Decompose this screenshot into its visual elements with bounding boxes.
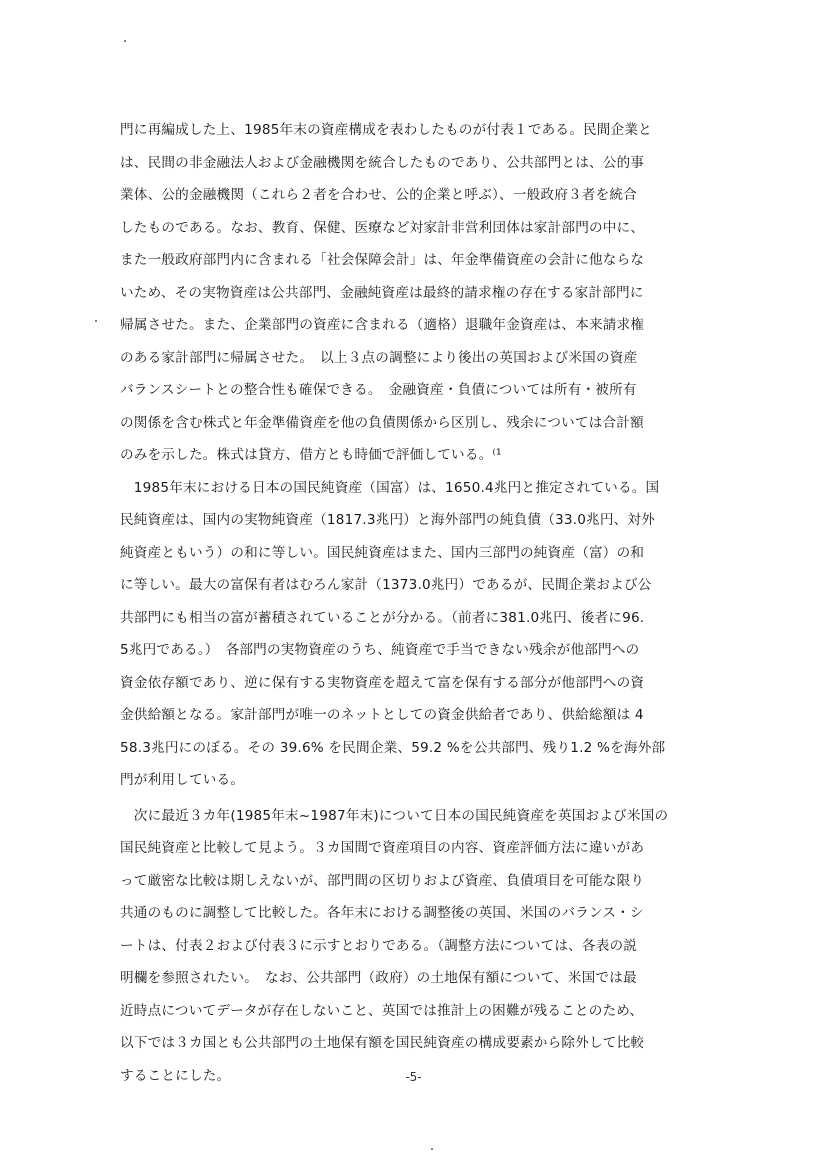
text-line: に等しい。最大の富保有者はむろん家計（1373.0兆円）であるが、民間企業および公	[120, 577, 652, 593]
text-line: 門が利用している。	[120, 772, 245, 788]
text-line: は、民間の非金融法人および金融機関を統合したものであり、公共部門とは、公的事	[120, 154, 645, 171]
text-line: いため、その実物資産は公共部門、金融純資産は最終的請求権の存在する家計部門に	[120, 284, 644, 301]
text-line: 次に最近３カ年(1985年末~1987年末)について日本の国民純資産を英国および米国の	[120, 807, 669, 824]
text-line: 帰属させた。また、企業部門の資産に含まれる（適格）退職年金資産は、本来請求権	[120, 317, 645, 333]
text-line: することにした。	[120, 1067, 231, 1084]
scan-speck	[95, 320, 97, 322]
text-line: 以下では３カ国とも公共部門の土地保有額を国民純資産の構成要素から除外して比較	[120, 1035, 645, 1051]
text-line: 近時点についてデータが存在しないこと、英国では推計上の困難が残ることのため、	[120, 1002, 644, 1019]
text-line: 国民純資産と比較して見よう。３カ国間で資産項目の内容、資産評価方法に違いがあ	[120, 840, 645, 856]
text-line: 業体、公的金融機関（これら２者を合わせ、公的企業と呼ぶ）、一般政府３者を統合	[120, 187, 637, 203]
text-line: のある家計部門に帰属させた。 以上３点の調整により後出の英国および米国の資産	[120, 349, 638, 366]
text-line: ートは、付表２および付表３に示すとおりである。（調整方法については、各表の説	[120, 937, 638, 954]
text-line: 58.3兆円にのぼる。その 39.6% を民間企業、59.2 %を公共部門、残り1.2 %を海外部	[120, 739, 666, 756]
text-line: 共部門にも相当の富が蓄積されていることが分かる。（前者に381.0兆円、後者に96.	[120, 609, 645, 626]
scan-speck	[431, 1148, 433, 1150]
text-line: 資金依存額であり、逆に保有する実物資産を超えて富を保有する部分が他部門への資	[120, 674, 645, 691]
text-line: の関係を含む株式と年金準備資産を他の負債関係から区別し、残余については合計額	[120, 414, 644, 431]
text-line: したものである。なお、教育、保健、医療など対家計非営利団体は家計部門の中に、	[120, 219, 645, 236]
text-line: また一般政府部門内に含まれる「社会保障会計」は、年金準備資産の会計に他ならな	[120, 252, 645, 268]
text-line: 民純資産は、国内の実物純資産（1817.3兆円）と海外部門の純負債（33.0兆円、対外	[120, 512, 656, 528]
scan-speck	[124, 40, 126, 42]
text-line: 門に再編成した上、1985年末の資産構成を表わしたものが付表１である。民間企業と	[120, 122, 652, 138]
text-line: 明欄を参照されたい。 なお、公共部門（政府）の土地保有額について、米国では最	[120, 970, 637, 986]
text-line: バランスシートとの整合性も確保できる。 金融資産・負債については所有・被所有	[120, 382, 637, 398]
page-number: -5-	[405, 1070, 422, 1084]
text-line: って厳密な比較は期しえないが、部門間の区切りおよび資産、負債項目を可能な限り	[120, 872, 645, 889]
text-line: 1985年末における日本の国民純資産（国富）は、1650.4兆円と推定されている。国	[120, 479, 660, 496]
text-line: のみを示した。株式は貸方、借方とも時価で評価している。⁽¹	[120, 447, 502, 463]
text-line: 共通のものに調整して比較した。各年末における調整後の英国、米国のバランス・シ	[120, 905, 644, 921]
text-line: 純資産ともいう）の和に等しい。国民純資産はまた、国内三部門の純資産（富）の和	[120, 544, 645, 561]
text-line: 金供給額となる。家計部門が唯一のネットとしての資金供給者であり、供給総額は 4	[120, 707, 644, 723]
text-line: 5兆円である。） 各部門の実物資産のうち、純資産で手当できない残余が他部門への	[120, 642, 640, 658]
body-text	[120, 114, 710, 1092]
